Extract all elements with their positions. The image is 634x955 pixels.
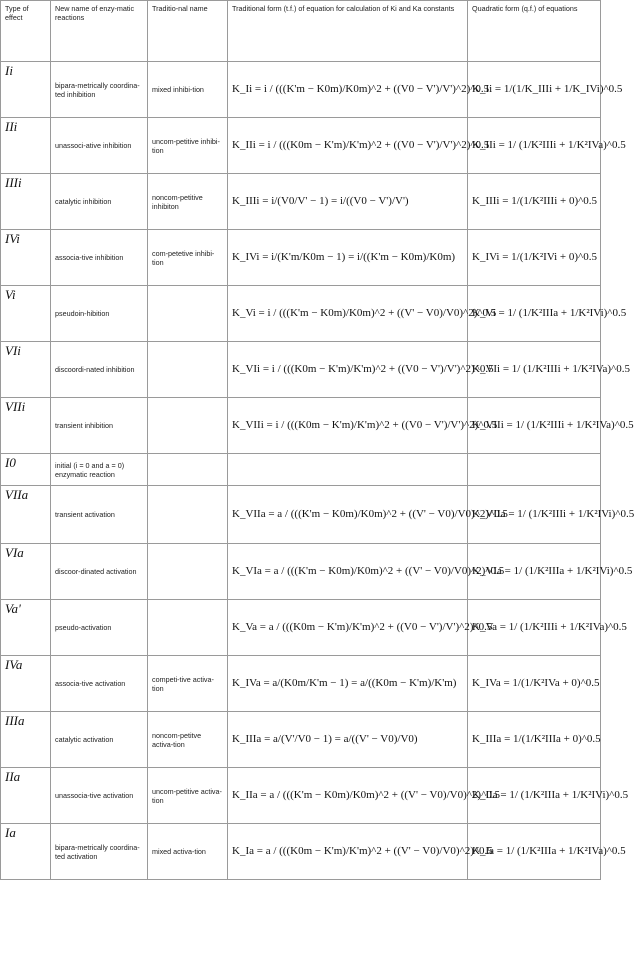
new-name: discoor-dinated activation bbox=[51, 544, 148, 600]
header-traditional-form: Traditional form (t.f.) of equation for calculation of Ki and Ka constants bbox=[228, 1, 468, 62]
new-name: catalytic activation bbox=[51, 712, 148, 768]
new-name: pseudo-activation bbox=[51, 600, 148, 656]
header-effect-type: Type of effect bbox=[1, 1, 51, 62]
quadratic-form-equation: K_VIa = 1/ (1/K²IIIa + 1/K²IVi)^0.5 bbox=[468, 544, 601, 600]
traditional-name: noncom-petitive inhibiton bbox=[148, 174, 228, 230]
header-new-name: New name of enzy-matic reactions bbox=[51, 1, 148, 62]
table-row bbox=[1, 600, 601, 656]
traditional-name bbox=[148, 486, 228, 544]
effect-symbol: Va' bbox=[1, 600, 51, 656]
traditional-form-equation: K_IIIi = i/(V0/V' − 1) = i/((V0 − V')/V') bbox=[228, 174, 468, 230]
quadratic-form-equation: K_Vi = 1/ (1/K²IIIa + 1/K²IVi)^0.5 bbox=[468, 286, 601, 342]
effect-symbol: VIi bbox=[1, 342, 51, 398]
effect-symbol: IIIi bbox=[1, 174, 51, 230]
table-row bbox=[1, 230, 601, 286]
table-row bbox=[1, 286, 601, 342]
quadratic-form-equation: K_IIi = 1/ (1/K²IIIi + 1/K²IVa)^0.5 bbox=[468, 118, 601, 174]
new-name: unassocia-tive activation bbox=[51, 768, 148, 824]
effect-symbol: VIIa bbox=[1, 486, 51, 544]
traditional-name bbox=[148, 600, 228, 656]
quadratic-form-equation: K_IIIi = 1/(1/K²IIIi + 0)^0.5 bbox=[468, 174, 601, 230]
traditional-name: competi-tive activa-tion bbox=[148, 656, 228, 712]
new-name: discoordi-nated inhibition bbox=[51, 342, 148, 398]
traditional-form-equation: K_Ii = i / (((K'm − K0m)/K0m)^2 + ((V0 − V')/V')^2)^0.5 bbox=[228, 62, 468, 118]
table-row bbox=[1, 118, 601, 174]
effect-symbol: IIi bbox=[1, 118, 51, 174]
effect-symbol: VIIi bbox=[1, 398, 51, 454]
traditional-name: noncom-petitve activa-tion bbox=[148, 712, 228, 768]
traditional-name: mixed inhibi-tion bbox=[148, 62, 228, 118]
quadratic-form-equation: K_Ii = 1/(1/K_IIIi + 1/K_IVi)^0.5 bbox=[468, 62, 601, 118]
table-row bbox=[1, 768, 601, 824]
traditional-form-equation: K_IVi = i/(K'm/K0m − 1) = i/((K'm − K0m)/K0m) bbox=[228, 230, 468, 286]
quadratic-form-equation: K_IVa = 1/(1/K²IVa + 0)^0.5 bbox=[468, 656, 601, 712]
table-row bbox=[1, 486, 601, 544]
quadratic-form-equation bbox=[468, 454, 601, 486]
new-name: transient inhibition bbox=[51, 398, 148, 454]
traditional-form-equation: K_VIi = i / (((K0m − K'm)/K'm)^2 + ((V0 − V')/V')^2)^0.5 bbox=[228, 342, 468, 398]
traditional-name bbox=[148, 454, 228, 486]
quadratic-form-equation: K_IIa = 1/ (1/K²IIIa + 1/K²IVi)^0.5 bbox=[468, 768, 601, 824]
effect-symbol: IVi bbox=[1, 230, 51, 286]
new-name: associa-tive inhibition bbox=[51, 230, 148, 286]
traditional-form-equation: K_VIIa = a / (((K'm − K0m)/K0m)^2 + ((V' − V0)/V0)^2)^0.5 bbox=[228, 486, 468, 544]
new-name: catalytic inhibition bbox=[51, 174, 148, 230]
table-row bbox=[1, 174, 601, 230]
traditional-form-equation: K_VIa = a / (((K'm − K0m)/K0m)^2 + ((V' − V0)/V0)^2)^0.5 bbox=[228, 544, 468, 600]
effect-symbol: I0 bbox=[1, 454, 51, 486]
quadratic-form-equation: K_IVi = 1/(1/K²IVi + 0)^0.5 bbox=[468, 230, 601, 286]
effect-symbol: IIIa bbox=[1, 712, 51, 768]
table-row bbox=[1, 544, 601, 600]
new-name: unassoci-ative inhibition bbox=[51, 118, 148, 174]
table-row bbox=[1, 398, 601, 454]
effect-symbol: Ia bbox=[1, 824, 51, 880]
traditional-name bbox=[148, 398, 228, 454]
traditional-name: com-petetive inhibi-tion bbox=[148, 230, 228, 286]
new-name: associa-tive activation bbox=[51, 656, 148, 712]
effect-symbol: Vi bbox=[1, 286, 51, 342]
traditional-form-equation: K_Va = a / (((K0m − K'm)/K'm)^2 + ((V0 − V')/V')^2)^0.5 bbox=[228, 600, 468, 656]
traditional-form-equation: K_VIIi = i / (((K0m − K'm)/K'm)^2 + ((V0 − V')/V')^2)^0.5 bbox=[228, 398, 468, 454]
traditional-form-equation: K_Ia = a / (((K0m − K'm)/K'm)^2 + ((V' − V0)/V0)^2)^0.5 bbox=[228, 824, 468, 880]
traditional-name: mixed activa-tion bbox=[148, 824, 228, 880]
table-body bbox=[1, 62, 634, 880]
header-row bbox=[1, 1, 601, 62]
table-row bbox=[1, 454, 601, 486]
table-row bbox=[1, 62, 601, 118]
traditional-name bbox=[148, 342, 228, 398]
table-row bbox=[1, 342, 601, 398]
traditional-form-equation: K_IVa = a/(K0m/K'm − 1) = a/((K0m − K'm)/K'm) bbox=[228, 656, 468, 712]
traditional-form-equation: K_IIa = a / (((K'm − K0m)/K0m)^2 + ((V' − V0)/V0)^2)^0.5 bbox=[228, 768, 468, 824]
effect-symbol: IIa bbox=[1, 768, 51, 824]
traditional-name: uncom-petitive activa-tion bbox=[148, 768, 228, 824]
quadratic-form-equation: K_VIIi = 1/ (1/K²IIIi + 1/K²IVa)^0.5 bbox=[468, 398, 601, 454]
traditional-form-equation: K_IIIa = a/(V'/V0 − 1) = a/((V' − V0)/V0) bbox=[228, 712, 468, 768]
quadratic-form-equation: K_VIi = 1/ (1/K²IIIi + 1/K²IVa)^0.5 bbox=[468, 342, 601, 398]
header-quadratic-form: Quadratic form (q.f.) of equations bbox=[468, 1, 601, 62]
quadratic-form-equation: K_VIIa = 1/ (1/K²IIIi + 1/K²IVi)^0.5 bbox=[468, 486, 601, 544]
effect-symbol: VIa bbox=[1, 544, 51, 600]
new-name: pseudoin-hibition bbox=[51, 286, 148, 342]
table-row bbox=[1, 712, 601, 768]
new-name: bipara-metrically coordina-ted activation bbox=[51, 824, 148, 880]
traditional-name bbox=[148, 286, 228, 342]
header-traditional-name: Traditio-nal name bbox=[148, 1, 228, 62]
effect-symbol: IVa bbox=[1, 656, 51, 712]
traditional-form-equation: K_Vi = i / (((K'm − K0m)/K0m)^2 + ((V' − V0)/V0)^2)^0.5 bbox=[228, 286, 468, 342]
quadratic-form-equation: K_IIIa = 1/(1/K²IIIa + 0)^0.5 bbox=[468, 712, 601, 768]
new-name: bipara-metrically coordina-ted inhibition bbox=[51, 62, 148, 118]
quadratic-form-equation: K_Va = 1/ (1/K²IIIi + 1/K²IVa)^0.5 bbox=[468, 600, 601, 656]
traditional-name: uncom-petitive inhibi-tion bbox=[148, 118, 228, 174]
traditional-name bbox=[148, 544, 228, 600]
table-row bbox=[1, 824, 601, 880]
effect-symbol: Ii bbox=[1, 62, 51, 118]
traditional-form-equation bbox=[228, 454, 468, 486]
new-name: transient activation bbox=[51, 486, 148, 544]
new-name: initial (i = 0 and a = 0) enzymatic reaction bbox=[51, 454, 148, 486]
quadratic-form-equation: K_Ia = 1/ (1/K²IIIa + 1/K²IVa)^0.5 bbox=[468, 824, 601, 880]
table-row bbox=[1, 656, 601, 712]
traditional-form-equation: K_IIi = i / (((K0m − K'm)/K'm)^2 + ((V0 − V')/V')^2)^0.5 bbox=[228, 118, 468, 174]
